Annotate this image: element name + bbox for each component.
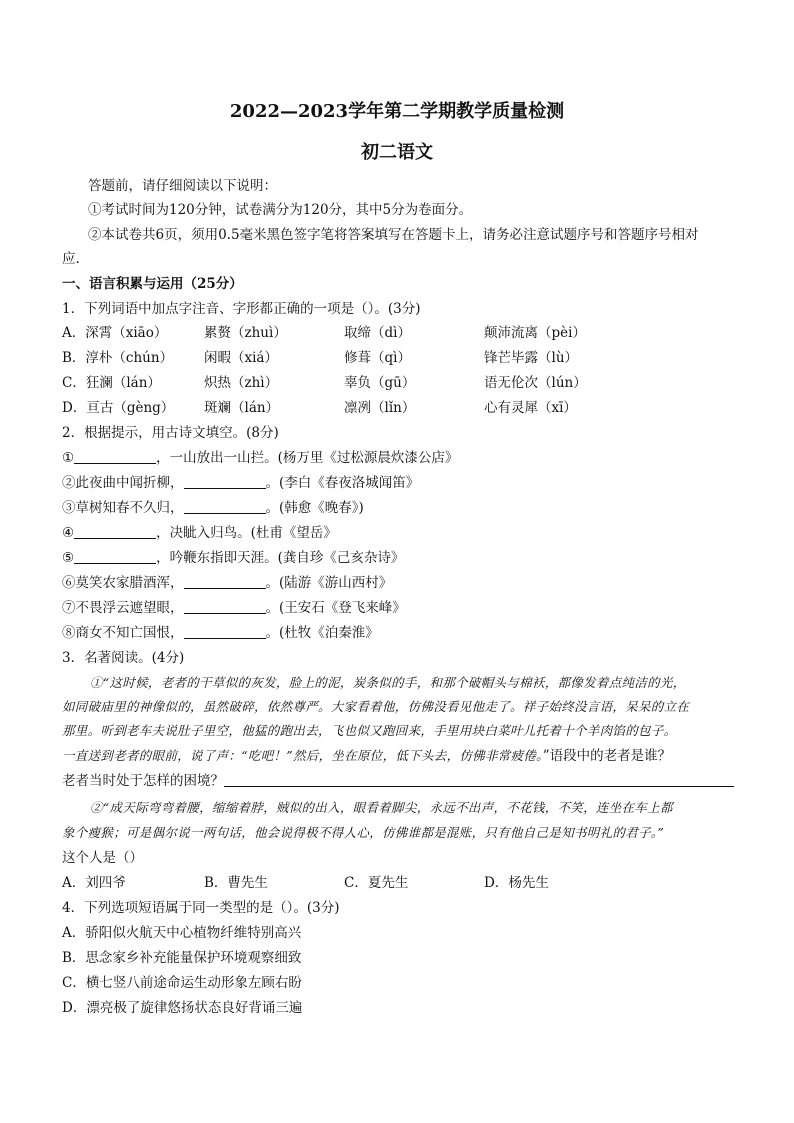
q3-option-a: A．刘四爷 [62,875,126,891]
answer-blank[interactable] [184,574,266,589]
q2-item-8-lead: ⑧商女不知亡国恨， [62,625,184,641]
section-heading: 一、语言积累与运用（25分） [62,276,243,292]
q2-item-2-text: 。(李白《春夜洛城闻笛》 [265,475,420,491]
intro-note-2-end: 应. [62,251,80,267]
answer-line[interactable] [224,772,734,787]
q2-item-8-text: 。(杜牧《泊秦淮》 [265,625,379,641]
q3-question-c: 这个人是（） [62,850,143,866]
exam-subject: 初二语文 [361,142,433,163]
q4-option-a: A．骄阳似火航天中心植物纤维特别高兴 [62,925,302,941]
q2-item-3-lead: ③草树知春不久归， [62,500,184,516]
q1-option-d-word2: 斑斓（lán） [204,400,280,416]
q1-option-c-word3: 辜负（gū） [344,375,416,391]
q2-item-8 [62,623,379,643]
q3-passage-1-quote-end: 一直送到老者的眼前，说了声：“吃吧！”然后，坐在原位，低下头去，仿佛非常疲倦。 [62,748,543,763]
q3-passage-1-line-1: ①“这时候，老者的干草似的灰发，脸上的泥，炭条似的手，和那个破帽头与棉袄，都像发着点纯洁的光， [90,675,686,690]
q2-item-5-text: ，吟鞭东指即天涯。(龚自珍《己亥杂诗》 [156,550,405,566]
intro-note-1: ①考试时间为120分钟，试卷满分为120分，其中5分为卷面分。 [88,202,473,218]
q1-option-b-word2: 闲暇（xiá） [204,350,278,366]
q2-item-7-text: 。(王安石《登飞来峰》 [265,600,406,616]
q1-option-b: B．淳朴（chún） [62,350,174,366]
intro-note-2: ②本试卷共6页，须用0.5毫米黑色签字笔将答案填写在答题卡上，请务必注意试题序号和答题序号相对 [88,227,699,243]
answer-blank[interactable] [74,549,156,564]
q2-item-4-text: ，决眦入归鸟。(杜甫《望岳》 [156,525,337,541]
q1-option-b-word4: 锋芒毕露（lù） [484,350,579,366]
answer-blank[interactable] [184,599,266,614]
answer-blank[interactable] [74,524,156,539]
answer-blank[interactable] [184,499,266,514]
q1-option-c-word2: 炽热（zhì） [204,375,279,391]
q1-option-a-word2: 累赘（zhuì） [204,325,287,341]
q2-item-2-lead: ②此夜曲中闻折柳， [62,475,184,491]
q2-item-6-text: 。(陆游《游山西村》 [265,575,393,591]
q1-option-a-word3: 取缔（dì） [344,325,411,341]
q2-item-4-lead: ④ [62,525,75,541]
q3-passage-1-line-2: 如同破庙里的神像似的，虽然破碎，依然尊严。大家看着他，仿佛没看见他走了。祥子始终没言语，呆呆的立在 [62,699,690,714]
q2-item-6 [62,573,392,593]
q3-option-c: C．夏先生 [344,875,409,891]
q2-item-2 [62,473,419,493]
q2-item-1-lead: ① [62,450,75,466]
answer-blank[interactable] [184,474,266,489]
q2-item-5-lead: ⑤ [62,550,75,566]
q2-item-6-lead: ⑥莫笑农家腊酒浑， [62,575,184,591]
q3-question-b-text: 老者当时处于怎样的困境？ [62,773,224,789]
q2-item-4 [62,523,337,543]
q3-option-b: B．曹先生 [204,875,268,891]
q2-item-1-text: ，一山放出一山拦。(杨万里《过松源晨炊漆公店》 [156,450,459,466]
q3-stem: 3．名著阅读。(4分) [62,650,185,666]
q2-stem: 2．根据提示，用古诗文填空。(8分) [62,425,279,441]
q2-item-3-text: 。(韩愈《晚春》) [265,500,364,516]
q3-question-b [62,771,734,791]
intro-lead: 答题前，请仔细阅读以下说明： [88,178,277,194]
q3-passage-1-line-4 [62,746,671,766]
q3-passage-2-line-1: ②“成天际弯弯着腰，缩缩着脖，贼似的出入，眼看着脚尖，永远不出声，不花钱，不笑，连坐在车上都 [90,800,673,815]
q4-stem: 4．下列选项短语属于同一类型的是（）。(3分) [62,900,340,916]
q2-item-1 [62,448,458,468]
q1-option-c: C．狂澜（lán） [62,375,161,391]
answer-blank[interactable] [74,449,156,464]
q2-item-5 [62,548,404,568]
exam-title: 2022—2023学年第二学期教学质量检测 [229,101,565,122]
q4-option-d: D．漂亮极了旋律悠扬状态良好背诵三遍 [62,1000,303,1016]
q1-option-d-word3: 凛冽（lǐn） [344,400,416,416]
q2-item-7 [62,598,406,618]
q3-option-d: D．杨先生 [484,875,549,891]
answer-blank[interactable] [184,624,266,639]
q1-stem: 1．下列词语中加点字注音、字形都正确的一项是（）。(3分) [62,301,421,317]
q1-option-d-word4: 心有灵犀（xī） [484,400,577,416]
q3-passage-1-line-3: 那里。听到老车夫说肚子里空，他猛的跑出去，飞也似又跑回来，手里用块白菜叶儿托着十个羊肉馅的包子。 [62,723,677,738]
q1-option-a-word4: 颠沛流离（pèi） [484,325,586,341]
q1-option-a: A．深霄（xiāo） [62,325,168,341]
q4-option-b: B．思念家乡补充能量保护环境观察细致 [62,950,302,966]
q3-question-a: ”语段中的老者是谁？ [542,748,672,764]
q1-option-c-word4: 语无伦次（lún） [484,375,587,391]
q1-option-d: D．亘古（gèng） [62,400,175,416]
q2-item-7-lead: ⑦不畏浮云遮望眼， [62,600,184,616]
q1-option-b-word3: 修葺（qì） [344,350,411,366]
q2-item-3 [62,498,364,518]
q4-option-c: C．横七竖八前途命运生动形象左顾右盼 [62,975,302,991]
q3-passage-2-line-2: 象个瘦猴；可是偶尔说一两句话，他会说得极不得人心，仿佛谁都是混账，只有他自己是知书明礼的君子。” [62,825,665,840]
